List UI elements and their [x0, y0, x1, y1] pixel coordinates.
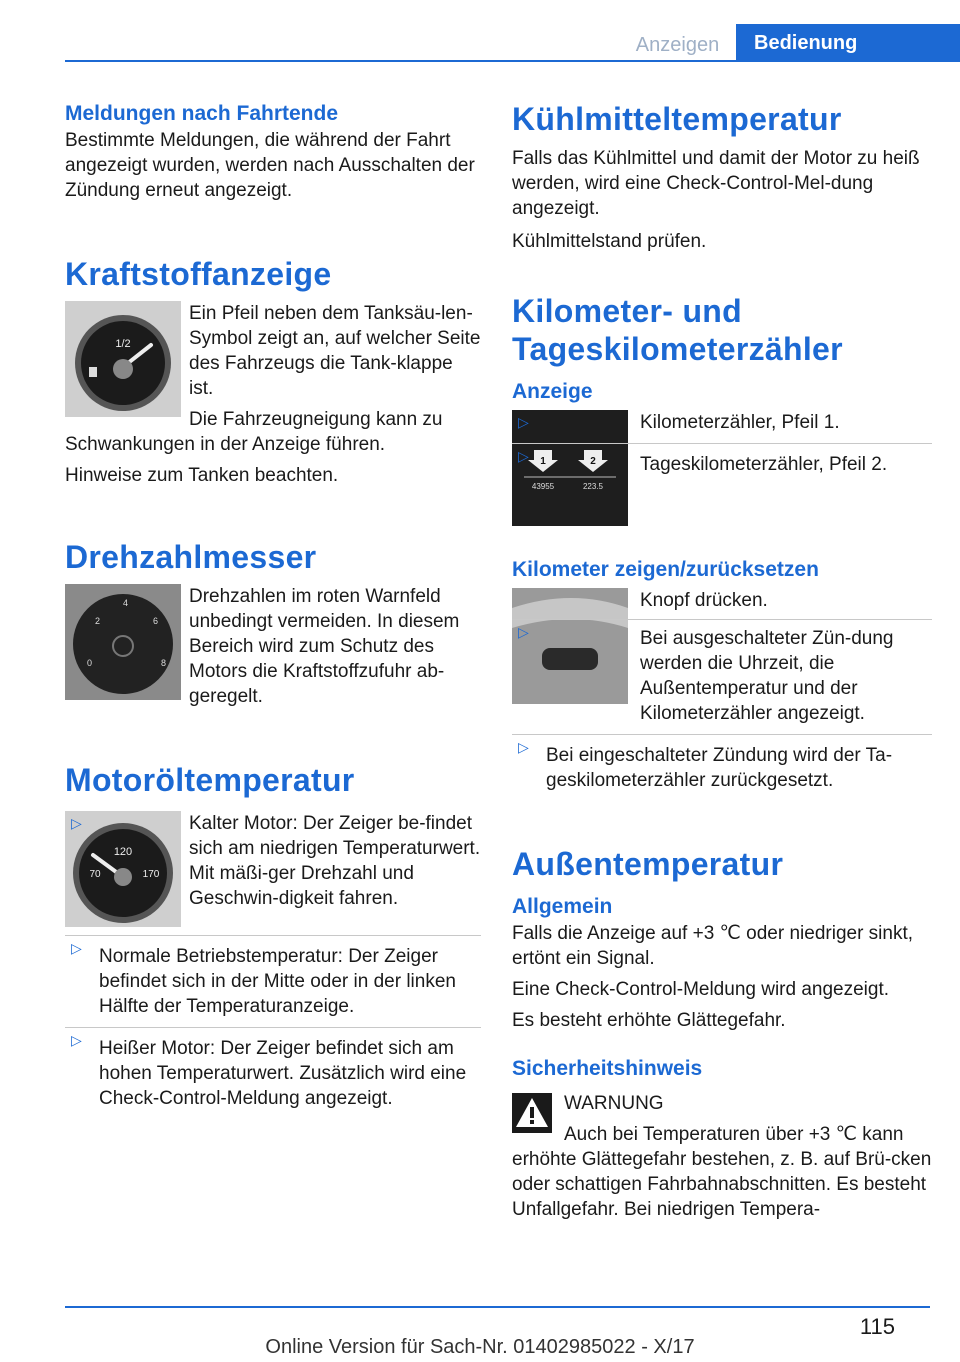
svg-text:2: 2 [590, 456, 596, 467]
paragraph: Falls das Kühlmittel und damit der Motor zu heiß werden, wird eine Check-Control-Mel-dung angezeigt. [512, 148, 920, 219]
paragraph: Bestimmte Meldungen, die während der Fahrt angezeigt wurden, werden nach Ausschalten der Zündung erneut angezeigt. [65, 130, 475, 201]
section-subtitle: Anzeige [512, 380, 593, 403]
km-list [512, 410, 932, 477]
svg-text:0: 0 [87, 658, 93, 668]
section-subtitle: Sicherheitshinweis [512, 1057, 703, 1080]
svg-text:6: 6 [153, 616, 159, 626]
section-title: Drehzahlmesser [65, 539, 317, 575]
svg-text:2: 2 [95, 616, 101, 626]
svg-text:170: 170 [142, 869, 160, 880]
svg-text:1: 1 [540, 456, 546, 467]
list-item: ▷ Tageskilometerzähler, Pfeil 2. [512, 443, 932, 477]
svg-text:4: 4 [123, 598, 129, 608]
section-title: Kühlmitteltemperatur [512, 101, 842, 137]
left-column [65, 100, 481, 1111]
paragraph: Kühlmittelstand prüfen. [512, 231, 707, 252]
paragraph: Drehzahlen im roten Warnfeld unbedingt vermeiden. In diesem Bereich wird zum Schutz des Motors die Kraftstoffzufuhr ab-geregelt. [189, 586, 460, 707]
tab-bedienung[interactable]: Bedienung [736, 24, 960, 62]
svg-text:8: 8 [161, 658, 167, 668]
list-item: ▷ Bei eingeschalteter Zündung wird der Ta-geskilometerzähler zurückgesetzt. [512, 734, 932, 793]
oil-list-continued [65, 935, 481, 1111]
right-column [512, 100, 932, 1222]
section-title: Außentemperatur [512, 846, 784, 882]
warning-label: WARNUNG [564, 1093, 664, 1114]
list-item: ▷ Normale Betriebstemperatur: Der Zeiger befindet sich in der Mitte oder in der linken Hälfte der Temperaturanzeige. [65, 935, 481, 1019]
warning-text: Auch bei Temperaturen über +3 ℃ kann erhöhte Glättegefahr bestehen, z. B. auf Brü-cken oder schattigen Fahrbahnabschnitten. Es besteht Unfallgefahr. Bei niedrigen Tempera- [512, 1124, 932, 1220]
svg-text:223.5: 223.5 [582, 482, 604, 491]
paragraph: Es besteht erhöhte Glättegefahr. [512, 1010, 786, 1031]
reset-list-continued [512, 734, 932, 793]
list-item: ▷ Bei ausgeschalteter Zün-dung werden die Uhrzeit, die Außentemperatur und der Kilometerzähler angezeigt. [512, 619, 932, 726]
paragraph: Eine Check-Control-Meldung wird angezeigt. [512, 979, 890, 1000]
tab-anzeigen[interactable]: Anzeigen [635, 34, 720, 56]
fuel-gauge-image [65, 301, 181, 417]
section-subtitle: Meldungen nach Fahrtende [65, 102, 339, 125]
paragraph: Falls die Anzeige auf +3 ℃ oder niedriger sinkt, ertönt ein Signal. [512, 923, 914, 969]
warning-triangle-icon [512, 1093, 552, 1133]
paragraph: Knopf drücken. [640, 590, 768, 611]
paragraph: Hinweise zum Tanken beachten. [65, 465, 339, 486]
footer-rule [65, 1306, 930, 1308]
online-version-footer: Online Version für Sach-Nr. 01402985022 - X/17 [265, 1336, 695, 1358]
oil-list [65, 811, 481, 911]
section-subtitle: Allgemein [512, 895, 613, 918]
paragraph: Ein Pfeil neben dem Tanksäu-len-Symbol zeigt an, auf welcher Seite des Fahrzeugs die Tank-klappe ist. [189, 303, 481, 399]
reset-list [512, 619, 932, 726]
list-item: ▷ Kalter Motor: Der Zeiger be-findet sich am niedrigen Temperaturwert. Mit mäßi-ger Drehzahl und Geschwin-digkeit fahren. [65, 811, 481, 911]
paragraph: Die Fahrzeugneigung kann zu Schwankungen in der Anzeige führen. [65, 409, 443, 455]
section-title: Motoröltemperatur [65, 762, 355, 798]
section-title: Kilometer- und Tageskilometerzähler [512, 293, 843, 367]
section-title: Kraftstoffanzeige [65, 256, 332, 292]
section-subtitle: Kilometer zeigen/zurücksetzen [512, 558, 819, 581]
svg-text:70: 70 [89, 869, 101, 880]
page-number: 115 [859, 1314, 895, 1339]
rpm-gauge-image [65, 584, 181, 700]
svg-text:120: 120 [113, 846, 133, 858]
gauge-half-label: 1/2 [115, 338, 131, 350]
svg-text:43955: 43955 [531, 482, 555, 491]
list-item: ▷ Kilometerzähler, Pfeil 1. [512, 410, 932, 435]
list-item: ▷ Heißer Motor: Der Zeiger befindet sich am hohen Temperaturwert. Zusätzlich wird eine Check-Control-Meldung angezeigt. [65, 1027, 481, 1111]
